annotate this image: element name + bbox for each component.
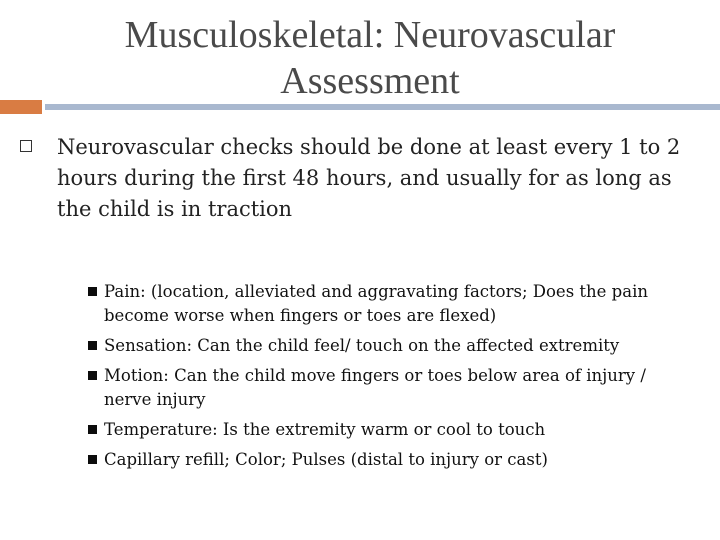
slide-title: Musculoskeletal: Neurovascular Assessment [124,14,616,102]
square-bullet-icon [88,371,97,380]
sub-bullet-text: Can the child feel/ touch on the affected extremity [192,336,620,355]
title-rule-accent [0,100,42,114]
square-bullet-icon [88,455,97,464]
main-bullet-text: Neurovascular checks should be done at least every 1 to 2 hours during the first 48 hours, and usually for as long as the child is in traction [57,135,681,221]
square-bullet-icon [88,425,97,434]
sub-bullet-head: Sensation: [104,336,193,355]
sub-bullet-capillary [88,448,698,472]
sub-bullet-text: (location, alleviated and aggravating factors; Does the pain become worse when fingers or toes are flexed) [104,282,648,325]
sub-bullet-head: Temperature: [104,420,218,439]
sub-bullet-motion [88,364,698,412]
sub-bullet-head: Capillary refill; Color; Pulses [104,450,346,469]
title-rule-line [45,104,720,110]
sub-bullet-temperature [88,418,698,442]
sub-bullet-text: Is the extremity warm or cool to touch [217,420,546,439]
sub-bullet-text: Can the child move fingers or toes below area of injury / nerve injury [104,366,646,409]
sub-bullet-text: (distal to injury or cast) [345,450,548,469]
sub-bullet-head: Pain: [104,282,146,301]
sub-bullet-sensation [88,334,698,358]
hollow-square-bullet-icon [20,140,32,152]
sub-bullet-head: Motion: [104,366,169,385]
sub-bullet-list [88,280,698,478]
sub-bullet-pain [88,280,698,328]
square-bullet-icon [88,287,97,296]
square-bullet-icon [88,341,97,350]
